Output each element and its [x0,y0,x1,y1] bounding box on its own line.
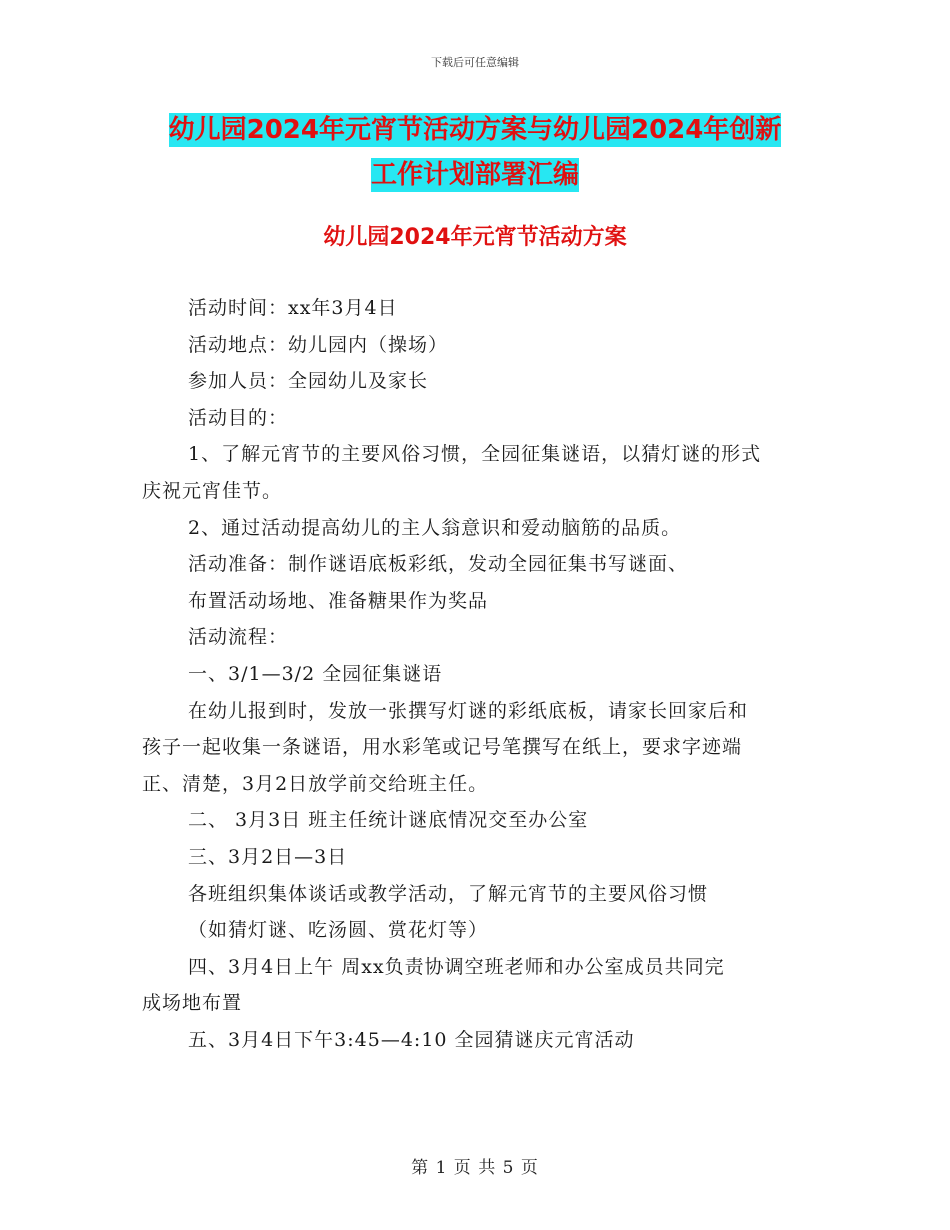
header-note: 下载后可任意编辑 [431,56,519,69]
participants: 参加人员：全园幼儿及家长 [188,370,429,393]
step-1-text-line-3: 正、清楚，3月2日放学前交给班主任。 [142,772,489,795]
title-line-1: 幼儿园2024年元宵节活动方案与幼儿园2024年创新 [168,115,782,145]
document-body [142,290,808,1058]
step-2: 二、 3月3日 班主任统计谜底情况交至办公室 [188,809,589,832]
document-title [140,108,810,198]
step-1-text-line-1: 在幼儿报到时，发放一张撰写灯谜的彩纸底板，请家长回家后和 [188,699,749,722]
step-5: 五、3月4日下午3:45—4:10 全园猜谜庆元宵活动 [188,1028,635,1051]
preparation-line-2: 布置活动场地、准备糖果作为奖品 [188,589,489,612]
activity-time: 活动时间：xx年3月4日 [188,297,398,319]
step-3-text-line-1: 各班组织集体谈话或教学活动，了解元宵节的主要风俗习惯 [188,882,709,905]
activity-location: 活动地点：幼儿园内（操场） [188,333,449,356]
step-4-line-1: 四、3月4日上午 周xx负责协调空班老师和办公室成员共同完 [188,955,725,978]
process-heading: 活动流程： [188,626,289,649]
goal-1-line-1: 1、了解元宵节的主要风俗习惯，全园征集谜语，以猜灯谜的形式 [188,443,762,466]
step-3-text-line-2: （如猜灯谜、吃汤圆、赏花灯等） [188,919,489,942]
activity-goal-heading: 活动目的： [188,406,289,429]
step-4-line-2: 成场地布置 [142,992,243,1015]
title-line-2: 工作计划部署汇编 [370,160,579,190]
section-title: 幼儿园2024年元宵节活动方案 [323,225,627,250]
page-footer: 第 1 页 共 5 页 [411,1158,539,1178]
goal-1-line-2: 庆祝元宵佳节。 [142,479,283,502]
preparation-line-1: 活动准备：制作谜语底板彩纸，发动全园征集书写谜面、 [188,553,689,576]
step-1-heading: 一、3/1—3/2 全园征集谜语 [188,662,443,685]
step-3-heading: 三、3月2日—3日 [188,845,348,868]
step-1-text-line-2: 孩子一起收集一条谜语，用水彩笔或记号笔撰写在纸上，要求字迹端 [142,736,743,759]
goal-2: 2、通过活动提高幼儿的主人翁意识和爱动脑筋的品质。 [188,516,682,539]
